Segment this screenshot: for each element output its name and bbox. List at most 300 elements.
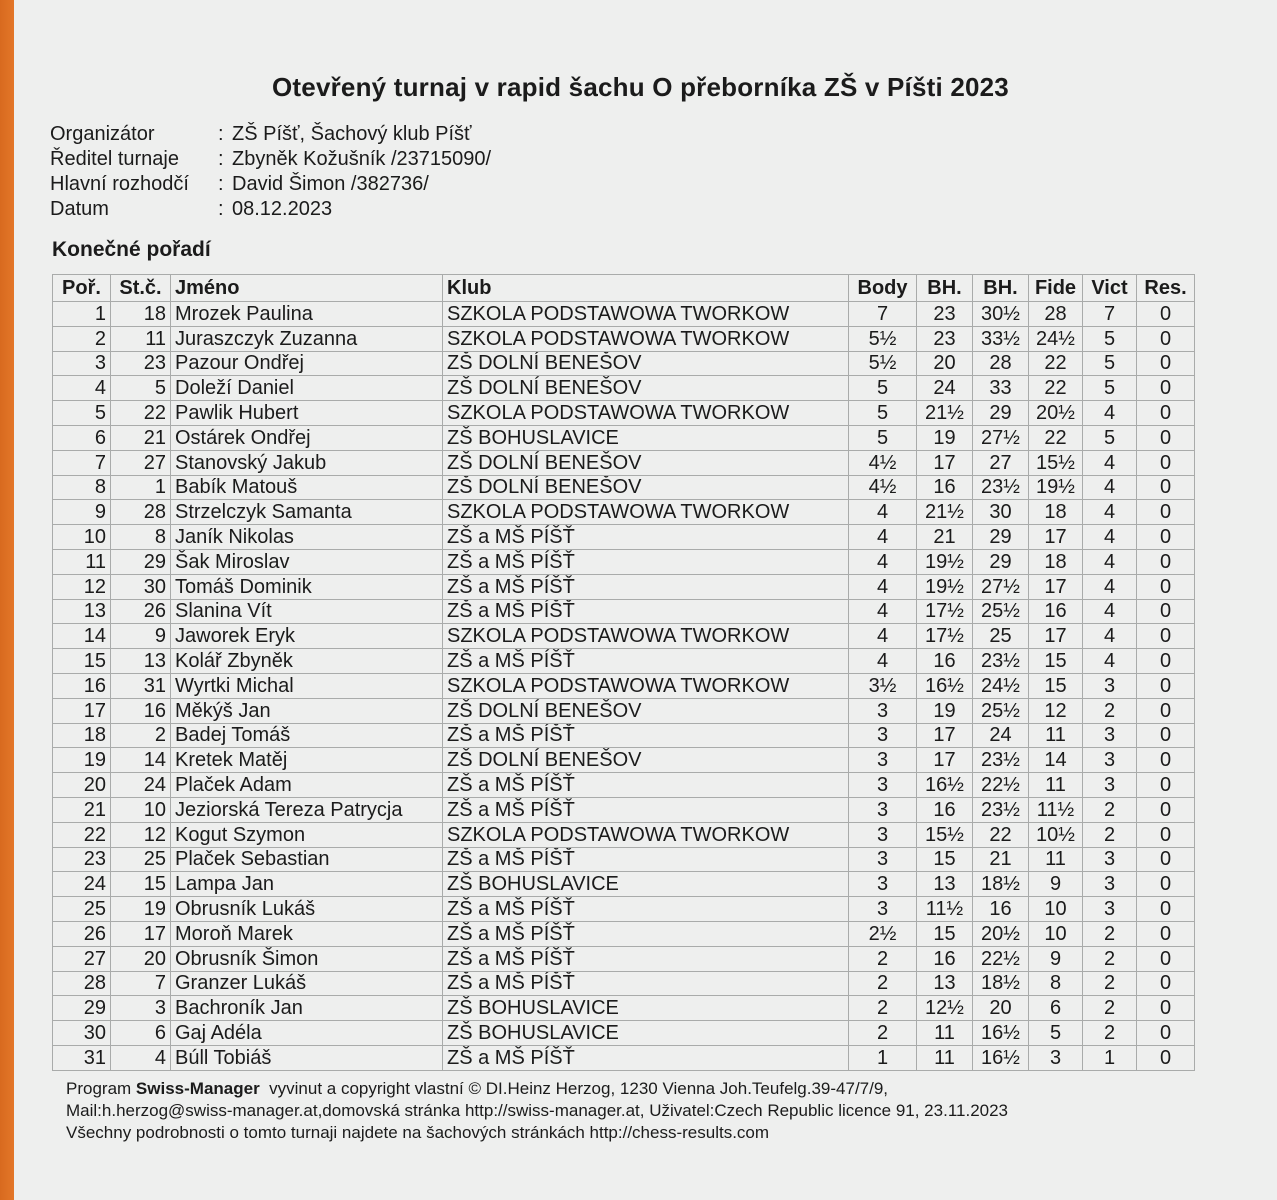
table-cell: 16 [917,649,973,674]
standings-table [52,274,1195,1071]
table-cell: 17 [1029,624,1083,649]
table-cell: 15½ [917,822,973,847]
table-row [53,649,1195,674]
table-cell: Kolář Zbyněk [171,649,443,674]
table-cell: 13 [53,599,111,624]
table-cell: 16½ [973,1045,1029,1070]
table-row [53,450,1195,475]
table-row [53,748,1195,773]
info-value: ZŠ Píšť, Šachový klub Píšť [232,123,472,145]
table-row [53,574,1195,599]
table-cell: Šak Miroslav [171,549,443,574]
info-separator: : [218,173,224,195]
table-cell: 30 [973,500,1029,525]
table-cell: 2 [849,971,917,996]
table-cell: 21½ [917,401,973,426]
column-header: Vict [1083,275,1137,302]
table-cell: 22 [111,401,171,426]
table-cell: 2 [53,326,111,351]
table-cell: 0 [1137,946,1195,971]
tournament-info [50,122,491,222]
table-cell: 3½ [849,673,917,698]
table-cell: ZŠ a MŠ PÍŠŤ [443,921,849,946]
table-cell: 3 [849,797,917,822]
table-cell: 0 [1137,376,1195,401]
footer-line-1 [66,1078,1008,1100]
table-cell: Babík Matouš [171,475,443,500]
table-cell: 0 [1137,525,1195,550]
table-row [53,872,1195,897]
table-row [53,624,1195,649]
table-cell: SZKOLA PODSTAWOWA TWORKOW [443,822,849,847]
table-cell: 4 [849,525,917,550]
table-row [53,425,1195,450]
table-row [53,549,1195,574]
table-cell: 0 [1137,822,1195,847]
table-cell: ZŠ a MŠ PÍŠŤ [443,574,849,599]
table-cell: 3 [849,897,917,922]
table-cell: 15 [111,872,171,897]
table-cell: 5½ [849,351,917,376]
table-cell: 23½ [973,797,1029,822]
table-cell: 7 [111,971,171,996]
table-cell: Juraszczyk Zuzanna [171,326,443,351]
table-cell: 0 [1137,897,1195,922]
column-header: Body [849,275,917,302]
table-cell: 0 [1137,1045,1195,1070]
table-cell: 7 [53,450,111,475]
table-cell: 24 [111,773,171,798]
section-title: Konečné pořadí [52,238,211,261]
table-cell: 2 [1083,822,1137,847]
table-row [53,698,1195,723]
table-cell: 1 [53,302,111,327]
table-cell: 4 [1083,649,1137,674]
table-cell: 0 [1137,425,1195,450]
table-cell: 0 [1137,1021,1195,1046]
table-cell: ZŠ a MŠ PÍŠŤ [443,946,849,971]
table-cell: 19 [53,748,111,773]
table-cell: 9 [53,500,111,525]
table-cell: 0 [1137,475,1195,500]
table-cell: 2 [1083,797,1137,822]
table-cell: 13 [111,649,171,674]
table-cell: 21 [53,797,111,822]
table-cell: 5 [849,425,917,450]
table-cell: Kretek Matěj [171,748,443,773]
table-cell: 17½ [917,599,973,624]
table-cell: 12 [111,822,171,847]
table-cell: ZŠ DOLNÍ BENEŠOV [443,475,849,500]
table-cell: 22 [973,822,1029,847]
table-cell: 23 [111,351,171,376]
footer-copyright: vyvinut a copyright vlastní © DI.Heinz Herzog, 1230 Vienna Joh.Teufelg.39-47/7/9, [259,1079,889,1098]
table-cell: 17 [917,450,973,475]
table-cell: 4 [111,1045,171,1070]
table-cell: 21½ [917,500,973,525]
table-cell: 27 [111,450,171,475]
table-cell: 11½ [1029,797,1083,822]
table-cell: 23½ [973,649,1029,674]
table-cell: 30 [111,574,171,599]
table-cell: 24½ [973,673,1029,698]
table-row [53,401,1195,426]
table-cell: 3 [849,822,917,847]
table-cell: 5 [1083,376,1137,401]
table-cell: 18 [1029,549,1083,574]
table-cell: 0 [1137,500,1195,525]
table-cell: 24½ [1029,326,1083,351]
table-cell: 17½ [917,624,973,649]
table-row [53,475,1195,500]
table-cell: Granzer Lukáš [171,971,443,996]
table-cell: 2 [849,946,917,971]
table-cell: ZŠ a MŠ PÍŠŤ [443,773,849,798]
table-cell: 11 [1029,773,1083,798]
table-cell: 27½ [973,574,1029,599]
table-cell: 16 [917,946,973,971]
table-cell: 19 [917,698,973,723]
table-cell: 2 [849,996,917,1021]
table-cell: ZŠ DOLNÍ BENEŠOV [443,450,849,475]
info-separator: : [218,148,224,170]
table-cell: 16 [917,475,973,500]
table-cell: 10 [1029,921,1083,946]
table-cell: 4 [1083,500,1137,525]
table-cell: ZŠ a MŠ PÍŠŤ [443,797,849,822]
table-cell: 26 [111,599,171,624]
table-cell: ZŠ BOHUSLAVICE [443,1021,849,1046]
table-cell: Pazour Ondřej [171,351,443,376]
table-cell: 19 [917,425,973,450]
table-cell: ZŠ DOLNÍ BENEŠOV [443,698,849,723]
table-cell: 11 [917,1021,973,1046]
table-cell: 2½ [849,921,917,946]
table-cell: 2 [1083,971,1137,996]
table-row [53,500,1195,525]
table-cell: 0 [1137,996,1195,1021]
table-row [53,1021,1195,1046]
table-cell: 0 [1137,971,1195,996]
table-cell: 15 [1029,649,1083,674]
table-cell: ZŠ a MŠ PÍŠŤ [443,723,849,748]
table-cell: 20 [917,351,973,376]
table-cell: 23½ [973,475,1029,500]
table-cell: 15 [53,649,111,674]
info-row [50,172,491,197]
table-cell: 18 [111,302,171,327]
table-cell: Plaček Adam [171,773,443,798]
table-cell: 16½ [973,1021,1029,1046]
table-cell: Jeziorská Tereza Patrycja [171,797,443,822]
table-cell: 4 [1083,525,1137,550]
table-cell: ZŠ a MŠ PÍŠŤ [443,847,849,872]
table-cell: 28 [53,971,111,996]
table-cell: 15 [917,847,973,872]
table-cell: 12 [1029,698,1083,723]
column-header: Poř. [53,275,111,302]
table-cell: ZŠ DOLNÍ BENEŠOV [443,748,849,773]
table-cell: 30½ [973,302,1029,327]
table-cell: 3 [849,723,917,748]
table-cell: 23 [53,847,111,872]
table-cell: 16 [973,897,1029,922]
footer-line-3: Všechny podrobnosti o tomto turnaji najdete na šachových stránkách http://chess-results.com [66,1123,770,1142]
table-cell: 4 [849,649,917,674]
table-cell: 0 [1137,599,1195,624]
table-cell: Ostárek Ondřej [171,425,443,450]
table-cell: 11 [53,549,111,574]
table-cell: 20½ [1029,401,1083,426]
table-cell: 0 [1137,748,1195,773]
table-cell: 10 [53,525,111,550]
table-cell: 0 [1137,797,1195,822]
table-cell: Slanina Vít [171,599,443,624]
table-cell: 10 [111,797,171,822]
table-cell: 0 [1137,847,1195,872]
table-cell: 4 [849,574,917,599]
table-cell: SZKOLA PODSTAWOWA TWORKOW [443,500,849,525]
table-cell: Lampa Jan [171,872,443,897]
table-row [53,971,1195,996]
table-cell: 4 [53,376,111,401]
table-cell: 1 [849,1045,917,1070]
table-cell: 2 [1083,1021,1137,1046]
table-row [53,376,1195,401]
table-cell: Plaček Sebastian [171,847,443,872]
table-cell: 19½ [917,574,973,599]
table-cell: SZKOLA PODSTAWOWA TWORKOW [443,326,849,351]
table-cell: 29 [973,525,1029,550]
table-cell: Kogut Szymon [171,822,443,847]
table-cell: 5 [1029,1021,1083,1046]
table-cell: Bachroník Jan [171,996,443,1021]
table-cell: 16 [917,797,973,822]
table-cell: 22 [1029,376,1083,401]
table-cell: ZŠ BOHUSLAVICE [443,872,849,897]
table-cell: 17 [1029,574,1083,599]
table-cell: 18½ [973,872,1029,897]
table-cell: 12½ [917,996,973,1021]
table-cell: 22 [1029,425,1083,450]
table-cell: 3 [1083,773,1137,798]
table-cell: 25 [53,897,111,922]
table-cell: 0 [1137,624,1195,649]
table-cell: 26 [53,921,111,946]
table-cell: 5 [53,401,111,426]
table-cell: 4 [849,599,917,624]
table-row [53,326,1195,351]
table-cell: Badej Tomáš [171,723,443,748]
table-cell: 29 [973,401,1029,426]
table-cell: 29 [111,549,171,574]
table-cell: 28 [1029,302,1083,327]
table-cell: 14 [53,624,111,649]
table-cell: 8 [111,525,171,550]
table-row [53,847,1195,872]
table-cell: 2 [1083,996,1137,1021]
table-cell: 19 [111,897,171,922]
table-cell: 0 [1137,673,1195,698]
table-cell: 28 [111,500,171,525]
table-cell: 5 [111,376,171,401]
table-cell: 11 [1029,847,1083,872]
table-cell: SZKOLA PODSTAWOWA TWORKOW [443,401,849,426]
info-label: Organizátor [50,123,155,145]
table-cell: 8 [1029,971,1083,996]
table-cell: 17 [1029,525,1083,550]
table-row [53,773,1195,798]
table-cell: Doleží Daniel [171,376,443,401]
table-cell: 3 [849,847,917,872]
table-cell: 20 [53,773,111,798]
table-cell: 11 [111,326,171,351]
table-cell: 16½ [917,773,973,798]
table-cell: 3 [111,996,171,1021]
table-cell: 22½ [973,946,1029,971]
table-cell: 8 [53,475,111,500]
table-cell: 1 [1083,1045,1137,1070]
column-header: Fide [1029,275,1083,302]
table-cell: 3 [1083,847,1137,872]
table-cell: 3 [849,698,917,723]
table-cell: 7 [1083,302,1137,327]
table-cell: 6 [1029,996,1083,1021]
table-cell: 4 [1083,624,1137,649]
table-cell: 24 [917,376,973,401]
info-label: Ředitel turnaje [50,148,179,170]
table-cell: 9 [1029,946,1083,971]
table-cell: Búll Tobiáš [171,1045,443,1070]
table-cell: ZŠ BOHUSLAVICE [443,425,849,450]
table-cell: 23½ [973,748,1029,773]
table-cell: 3 [1083,872,1137,897]
table-cell: Janík Nikolas [171,525,443,550]
table-cell: 0 [1137,649,1195,674]
table-cell: 0 [1137,921,1195,946]
table-cell: 16 [111,698,171,723]
table-cell: ZŠ a MŠ PÍŠŤ [443,549,849,574]
table-cell: 22½ [973,773,1029,798]
table-cell: 3 [849,872,917,897]
column-header: BH. [973,275,1029,302]
table-cell: 33 [973,376,1029,401]
table-cell: ZŠ a MŠ PÍŠŤ [443,649,849,674]
table-row [53,599,1195,624]
table-cell: 0 [1137,401,1195,426]
table-cell: ZŠ a MŠ PÍŠŤ [443,525,849,550]
table-row [53,673,1195,698]
table-cell: 3 [1083,748,1137,773]
table-cell: 2 [1083,698,1137,723]
table-cell: 10½ [1029,822,1083,847]
table-cell: 22 [53,822,111,847]
table-cell: 5 [1083,326,1137,351]
table-cell: 20½ [973,921,1029,946]
table-cell: ZŠ a MŠ PÍŠŤ [443,599,849,624]
table-cell: Jaworek Eryk [171,624,443,649]
table-cell: 16 [53,673,111,698]
table-cell: SZKOLA PODSTAWOWA TWORKOW [443,302,849,327]
table-cell: 4½ [849,475,917,500]
table-cell: 5 [1083,351,1137,376]
table-row [53,797,1195,822]
table-header-row [53,275,1195,302]
column-header: BH. [917,275,973,302]
table-cell: 4 [849,500,917,525]
table-cell: 12 [53,574,111,599]
table-cell: 15½ [1029,450,1083,475]
column-header: Res. [1137,275,1195,302]
table-cell: ZŠ DOLNÍ BENEŠOV [443,376,849,401]
table-cell: 23 [917,302,973,327]
table-cell: 3 [1083,723,1137,748]
table-cell: Gaj Adéla [171,1021,443,1046]
table-cell: 6 [53,425,111,450]
table-cell: 4 [849,549,917,574]
column-header: Klub [443,275,849,302]
table-cell: 17 [917,748,973,773]
table-cell: 20 [111,946,171,971]
table-cell: 9 [1029,872,1083,897]
info-value: David Šimon /382736/ [232,173,429,195]
table-cell: 11 [917,1045,973,1070]
table-row [53,897,1195,922]
table-cell: 13 [917,971,973,996]
table-cell: 24 [53,872,111,897]
table-cell: 4 [1083,574,1137,599]
table-cell: 5 [1083,425,1137,450]
table-cell: Obrusník Lukáš [171,897,443,922]
table-cell: 27 [53,946,111,971]
table-cell: 0 [1137,302,1195,327]
table-cell: Strzelczyk Samanta [171,500,443,525]
table-cell: 2 [849,1021,917,1046]
table-cell: Mrozek Paulina [171,302,443,327]
table-cell: 25 [973,624,1029,649]
table-cell: Měkýš Jan [171,698,443,723]
footer-prefix: Program [66,1079,136,1098]
info-label: Hlavní rozhodčí [50,173,189,195]
table-cell: 31 [111,673,171,698]
table-cell: Pawlik Hubert [171,401,443,426]
table-cell: 18 [53,723,111,748]
info-row [50,197,491,222]
footer-line-2: Mail:h.herzog@swiss-manager.at,domovská stránka http://swiss-manager.at, Uživatel:Czech Republic licence 91, 23.11.2023 [66,1101,1009,1120]
table-cell: ZŠ BOHUSLAVICE [443,996,849,1021]
table-cell: 0 [1137,698,1195,723]
table-cell: 2 [1083,946,1137,971]
table-cell: 7 [849,302,917,327]
table-cell: ZŠ DOLNÍ BENEŠOV [443,351,849,376]
table-row [53,946,1195,971]
info-label: Datum [50,198,109,220]
table-cell: 4 [1083,549,1137,574]
table-cell: 16 [1029,599,1083,624]
table-cell: 2 [1083,921,1137,946]
info-separator: : [218,123,224,145]
table-cell: 3 [849,748,917,773]
table-cell: 16½ [917,673,973,698]
table-cell: 14 [111,748,171,773]
table-cell: SZKOLA PODSTAWOWA TWORKOW [443,624,849,649]
table-cell: 21 [973,847,1029,872]
table-cell: 3 [1029,1045,1083,1070]
table-cell: 13 [917,872,973,897]
table-cell: 17 [917,723,973,748]
table-cell: 0 [1137,723,1195,748]
table-cell: 1 [111,475,171,500]
